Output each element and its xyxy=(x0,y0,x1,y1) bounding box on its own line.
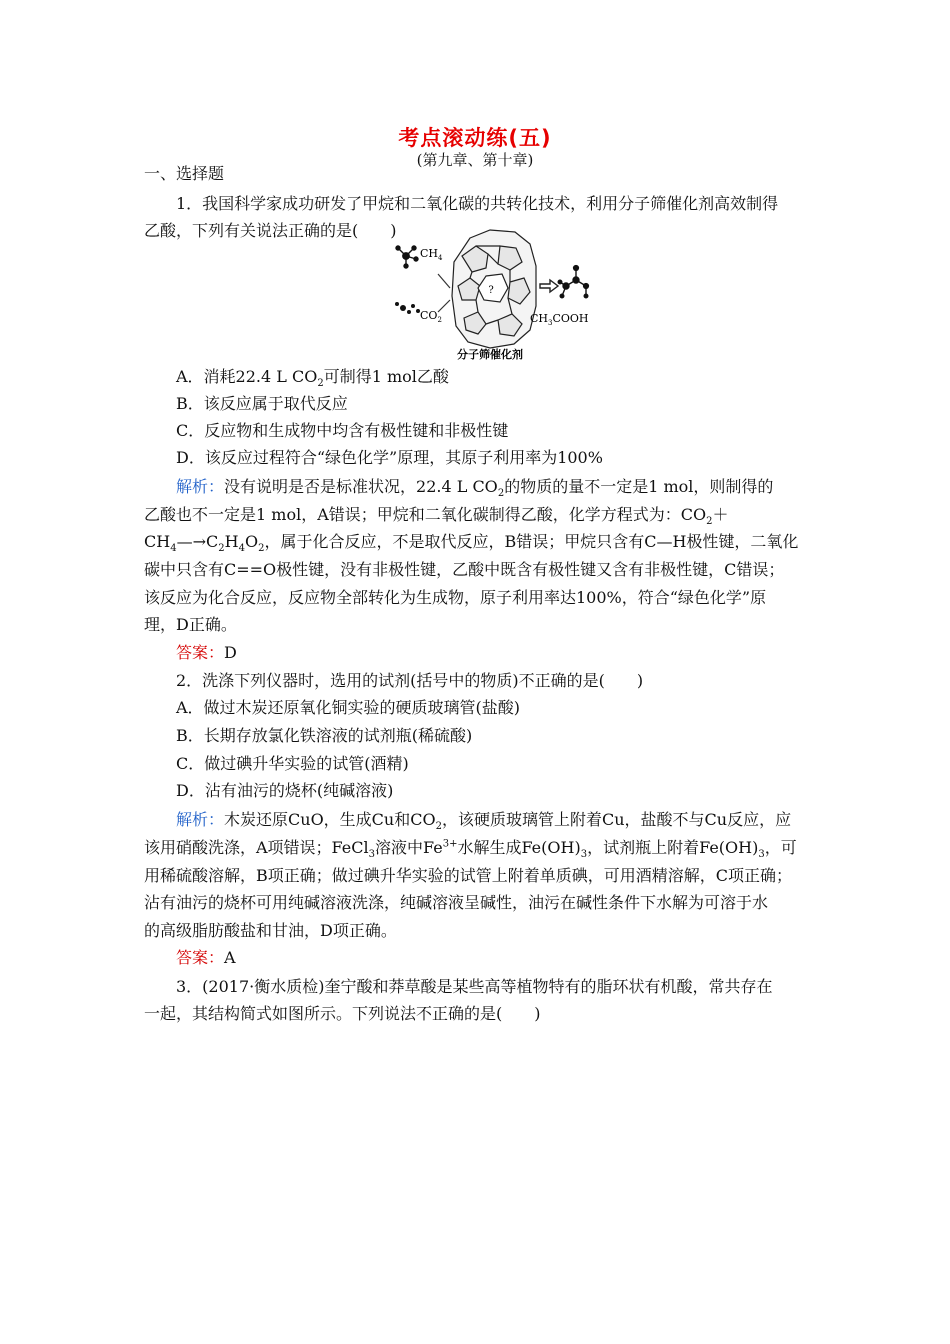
q3-stem-line-1: 3．(2017·衡水质检)奎宁酸和莽草酸是某些高等植物特有的脂环状有机酸，常共存在 xyxy=(176,977,773,996)
q1-option-d: D．该反应过程符合“绿色化学”原理，其原子利用率为100% xyxy=(176,448,603,467)
q2-option-c: C．做过碘升华实验的试管(酒精) xyxy=(176,754,409,773)
q1-option-b: B．该反应属于取代反应 xyxy=(176,394,348,413)
page-subtitle: (第九章、第十章) xyxy=(416,151,534,169)
q2-option-b: B．长期存放氯化铁溶液的试剂瓶(稀硫酸) xyxy=(176,726,473,745)
zeolite-cage-icon xyxy=(452,230,536,348)
co2-label: $CO_2$ xyxy=(420,309,442,324)
q1-option-a: A．消耗22.4 L $CO_2$可制得1 mol乙酸 xyxy=(176,367,449,390)
q2-explanation-line-2: 该用硝酸洗涤，A项错误；FeCl$_3$溶液中$Fe^{3+}$水解生成$Fe(OH)_3$，试剂瓶上附着$Fe(OH)_3$，可 xyxy=(144,838,797,861)
q1-explanation-line-1: 解析：没有说明是否是标准状况，22.4 L $CO_2$的物质的量不一定是1 mol，则制得的 xyxy=(176,477,774,500)
page-title: 考点滚动练(五) xyxy=(398,126,552,150)
answer-label: 答案： xyxy=(176,643,225,662)
ch4-label: $CH_4$ xyxy=(420,247,443,262)
q2-stem: 2．洗涤下列仪器时，选用的试剂(括号中的物质)不正确的是( ) xyxy=(176,671,644,690)
q3-stem-line-2: 一起，其结构简式如图所示。下列说法不正确的是( ) xyxy=(144,1004,541,1023)
q2-explanation-line-1: 解析：木炭还原CuO，生成Cu和$CO_2$，该硬质玻璃管上附着Cu，盐酸不与Cu反应，应 xyxy=(176,810,792,833)
q2-explanation-line-5: 的高级脂肪酸盐和甘油，D项正确。 xyxy=(144,921,397,940)
q1-stem-line-1: 1．我国科学家成功研发了甲烷和二氧化碳的共转化技术，利用分子筛催化剂高效制得 xyxy=(176,194,779,213)
explanation-label: 解析： xyxy=(176,810,225,829)
acetic-acid-molecule-icon xyxy=(558,266,588,298)
q2-option-a: A．做过木炭还原氧化铜实验的硬质玻璃管(盐酸) xyxy=(176,698,521,717)
q2-explanation-line-3: 用稀硫酸溶解，B项正确；做过碘升华实验的试管上附着单质碘，可用酒精溶解，C项正确； xyxy=(144,866,793,885)
section-heading: 一、选择题 xyxy=(144,164,225,183)
q2-explanation-line-4: 沾有油污的烧杯可用纯碱溶液洗涤，纯碱溶液呈碱性，油污在碱性条件下水解为可溶于水 xyxy=(144,893,769,912)
co2-molecule-icon xyxy=(395,302,420,314)
figure-caption: 分子筛催化剂 xyxy=(457,348,523,361)
q2-answer: 答案：A xyxy=(176,948,236,967)
molecular-sieve-figure xyxy=(390,226,590,362)
answer-label: 答案： xyxy=(176,948,225,967)
q1-explanation-line-2: 乙酸也不一定是1 mol，A错误；甲烷和二氧化碳制得乙酸，化学方程式为：$CO_2+$ xyxy=(144,505,729,528)
input-arrows-icon xyxy=(438,274,450,312)
output-arrow-icon xyxy=(540,280,558,292)
methane-molecule-icon xyxy=(396,246,418,268)
q1-explanation-line-6: 理，D正确。 xyxy=(144,615,237,634)
acetic-acid-label: $CH_3COOH$ xyxy=(530,312,589,327)
unknown-mark: ? xyxy=(488,285,494,296)
q1-stem-line-2: 乙酸，下列有关说法正确的是( ) xyxy=(144,221,397,240)
q1-explanation-line-5: 该反应为化合反应，反应物全部转化为生成物，原子利用率达100%，符合“绿色化学”原 xyxy=(144,588,767,607)
q1-option-c: C．反应物和生成物中均含有极性键和非极性键 xyxy=(176,421,509,440)
q1-explanation-line-4: 碳中只含有C==O极性键，没有非极性键，乙酸中既含有极性键又含有非极性键，C错误； xyxy=(144,560,785,579)
q2-option-d: D．沾有油污的烧杯(纯碱溶液) xyxy=(176,781,394,800)
q1-explanation-line-3: $CH_4—\to C_2H_4O_2$，属于化合反应，不是取代反应，B错误；甲烷只含有C—H极性键，二氧化 xyxy=(144,532,799,555)
q1-answer: 答案：D xyxy=(176,643,237,662)
explanation-label: 解析： xyxy=(176,477,225,496)
